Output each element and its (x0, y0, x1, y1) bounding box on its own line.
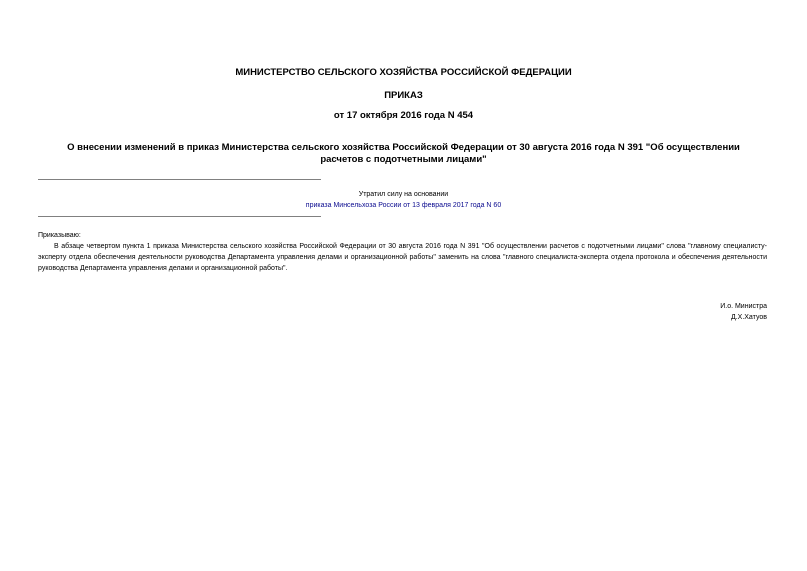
document-body (38, 230, 767, 274)
signatory-position: И.о. Министра (720, 303, 767, 310)
body-paragraph: В абзаце четвертом пункта 1 приказа Министерства сельского хозяйства Российской Федерации от 30 августа 2016 года N 391 "Об осуществлении расчетов с подотчетными лицами" слова "главному специалисту-эксперту отдела обеспечения деятельности руководства Департамента управления делами и организационной работы" заменить на слова "главного специалиста-эксперта отдела протокола и обеспечения деятельности руководства Департамента управления делами и организационной работы". (38, 243, 767, 272)
ministry-heading: МИНИСТЕРСТВО СЕЛЬСКОГО ХОЗЯЙСТВА РОССИЙСКОЙ ФЕДЕРАЦИИ (235, 67, 572, 78)
decree-word: Приказываю: (38, 232, 81, 239)
repeal-link[interactable]: приказа Минсельхоза России от 13 февраля 2017 года N 60 (305, 202, 502, 209)
repeal-notice: Утратил силу на основании (358, 191, 449, 198)
separator-bottom (38, 216, 321, 217)
signatory-name: Д.Х.Хатуов (730, 314, 767, 321)
document-type: ПРИКАЗ (384, 90, 423, 101)
date-number: от 17 октября 2016 года N 454 (333, 110, 474, 121)
document-title: О внесении изменений в приказ Министерства сельского хозяйства Российской Федерации от 30 августа 2016 года N 391 "Об осуществлении расчетов с подотчетными лицами" (67, 142, 740, 165)
separator-top (38, 179, 321, 180)
